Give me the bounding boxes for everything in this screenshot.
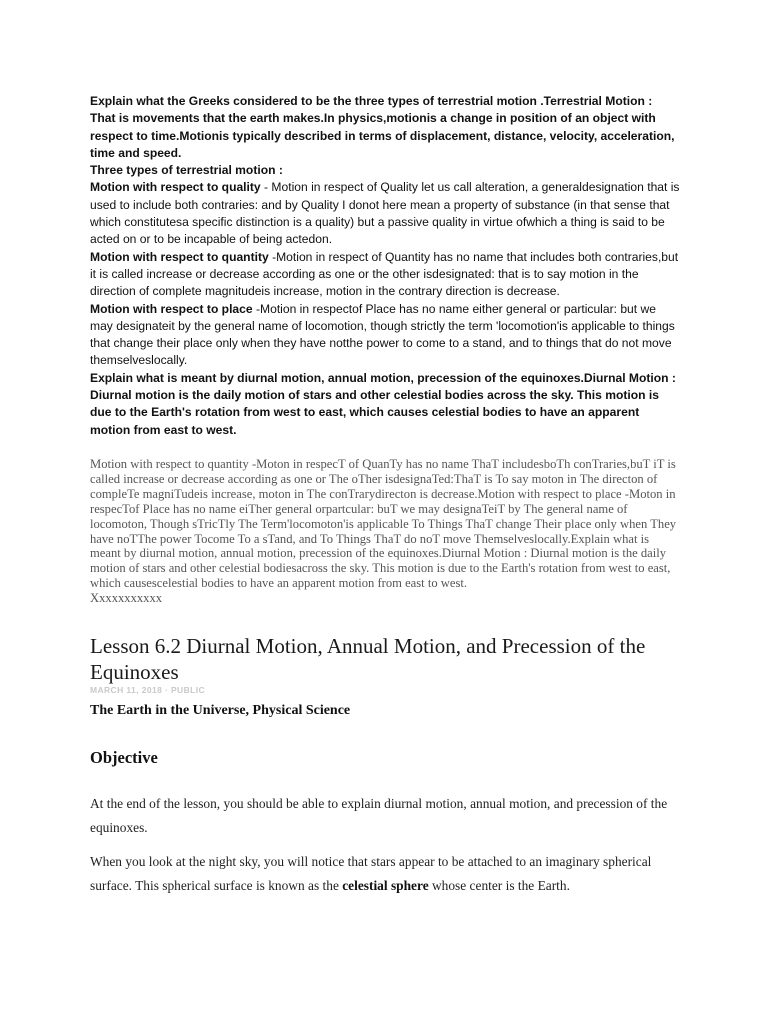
celestial-sphere-paragraph [90,850,680,898]
terrestrial-motion-section [90,93,680,439]
lesson-title: Lesson 6.2 Diurnal Motion, Annual Motion, and Precession of the Equinoxes [90,634,646,684]
lesson-subtitle: The Earth in the Universe, Physical Science [90,703,351,718]
intro-text: Explain what the Greeks considered to be the three types of terrestrial motion .Terrestrial Motion : That is movements that the earth makes.In physics,motionis a change in position of an object with respect to time.Motionis typically described in terms of displacement, distance, velocity, acceleration, time and speed. [90,94,675,160]
place-paragraph [90,301,680,370]
quantity-label: Motion with respect to quantity [90,249,269,264]
sky-text-before: When you look at the night sky, you will notice that stars appear to be attached to an imaginary spherical surface. This spherical surface is known as the [90,854,652,893]
objective-heading: Objective [90,748,158,767]
quality-label: Motion with respect to quality [90,180,261,195]
quality-text: - Motion in respect of Quality let us call alteration, a generaldesignation that is used to include both contraries: and by Quality I donot here mean a property of substance (in that sense that which constitutesa specific distinction is a quality) but a passive quality in virtue ofwhich a thing is said to be acted on or to be incapable of being actedon. [90,180,680,247]
answer-section [90,457,682,606]
signature-text: Xxxxxxxxxxx [90,591,163,606]
post-meta: MARCH 11, 2018 · PUBLIC [90,685,206,695]
quality-paragraph [90,179,680,248]
celestial-sphere-term: celestial sphere [342,878,429,893]
sky-text-after: whose center is the Earth. [428,878,570,893]
diurnal-paragraph [90,370,680,439]
intro-paragraph [90,93,680,162]
quantity-text: -Motion in respect of Quantity has no name that includes both contraries,but it is called increase or decrease according as one or the other isdesignated: that is to say motion in the direction of complete magnitudeis increase, motion in the contrary direction is decrease. [90,249,679,299]
types-heading-text: Three types of terrestrial motion : [90,163,283,178]
types-heading [90,162,680,179]
objective-paragraph: At the end of the lesson, you should be able to explain diurnal motion, annual motion, and precession of the equinoxes. [90,796,668,835]
quantity-paragraph [90,249,680,301]
place-text: -Motion in respectof Place has no name either general or particular: but we may designateit by the general name of locomotion, though strictly the term 'locomotion'is applicable to things that change their place only when they have notthe power to come to a stand, and to things that do not move themselveslocally. [90,301,675,368]
place-label: Motion with respect to place [90,301,253,316]
answer-text: Motion with respect to quantity -Moton in respecT of QuanTy has no name ThaT includesboTh conTraries,buT iT is called increase or decrease according as one or The oTher isdesignaTed:ThaT is To say moton in The directon of compleTe magniTudeis increase, moton in The conTrarydirecton is decrease.Motion with respect to place -Moton in respecTof Place has no name eiTher general orpartcular: buT we may designaTeiT by The general name of locomoton, Though sTricTly The Term'locomoton'is applicable To Things ThaT change Their place only when They have noTThe power Tocome To a sTand, and To Things ThaT do noT move Themselveslocally.Explain what is meant by diurnal motion, annual motion, precession of the equinoxes.Diurnal Motion : Diurnal motion is the daily motion of stars and other celestial bodiesacross the sky. This motion is due to the Earth's rotation from west to east, which causescelestial bodies to have an apparent motion from east to west. [90,457,677,591]
diurnal-text: Explain what is meant by diurnal motion, annual motion, precession of the equinoxes.Diurnal Motion : Diurnal motion is the daily motion of stars and other celestial bodies across the sky. This motion is due to the Earth's rotation from west to east, which causes celestial bodies to have an apparent motion from east to west. [90,370,676,437]
